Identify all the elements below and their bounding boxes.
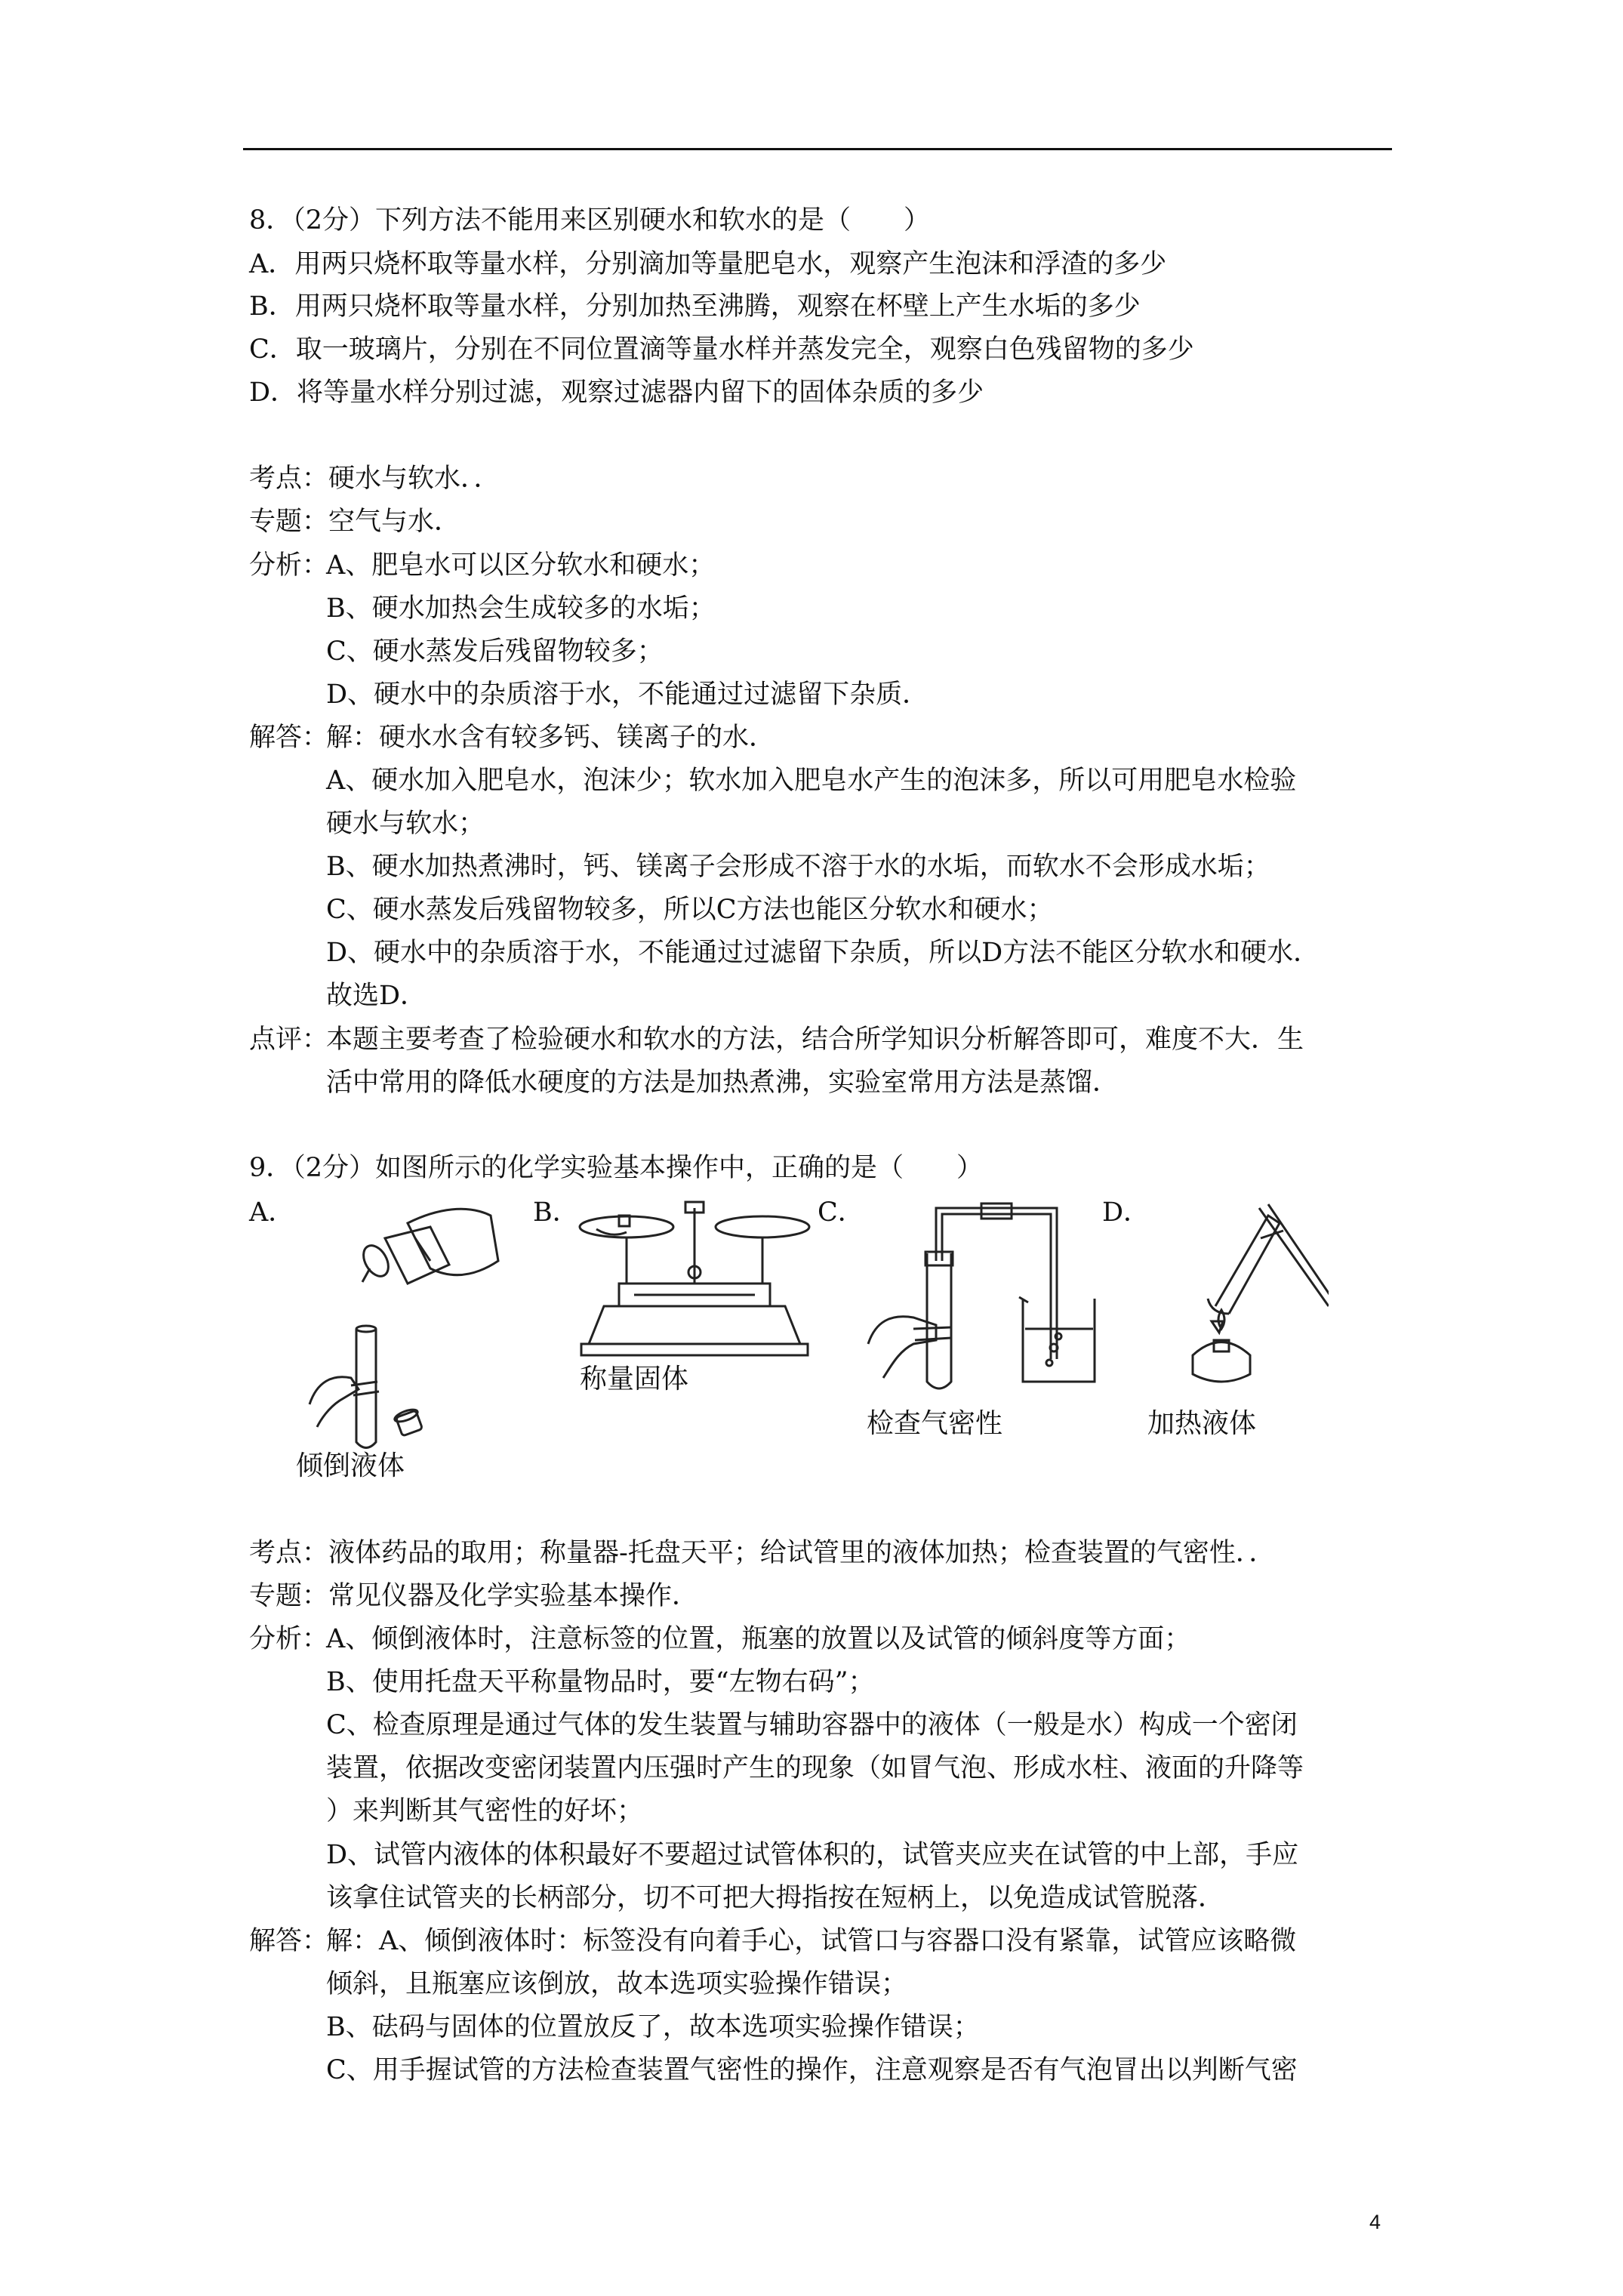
q9-fenxi-line: C、检查原理是通过气体的发生装置与辅助容器中的液体（一般是水）构成一个密闭 xyxy=(326,1710,1298,1740)
q8-option-a: A．用两只烧杯取等量水样，分别滴加等量肥皂水，观察产生泡沫和浮渣的多少 xyxy=(249,249,1167,279)
q9-jieda-label: 解答： xyxy=(249,1926,329,1956)
q8-jieda-line: C、硬水蒸发后残留物较多，所以C方法也能区分软水和硬水； xyxy=(326,895,1054,925)
q8-dianping-line: 活中常用的降低水硬度的方法是加热煮沸，实验室常用方法是蒸馏． xyxy=(326,1068,1119,1098)
q8-fenxi-label: 分析： xyxy=(249,550,329,581)
airtightness-check-illustration xyxy=(861,1193,1102,1397)
q9-fenxi-label: 分析： xyxy=(249,1624,329,1654)
figure-a-letter: A． xyxy=(249,1197,295,1228)
q9-jieda-line: C、用手握试管的方法检查装置气密性的操作，注意观察是否有气泡冒出以判断气密 xyxy=(326,2055,1298,2085)
pouring-liquid-illustration xyxy=(287,1193,513,1450)
q8-kaodian: 考点：硬水与软水．． xyxy=(249,464,500,494)
page-number: 4 xyxy=(1369,2211,1381,2233)
q8-dianping-label: 点评： xyxy=(249,1025,329,1055)
q8-fenxi-line: D、硬水中的杂质溶于水，不能通过过滤留下杂质． xyxy=(326,680,929,710)
q8-option-d: D．将等量水样分别过滤，观察过滤器内留下的固体杂质的多少 xyxy=(249,378,984,408)
q9-stem: 9．（2分）如图所示的化学实验基本操作中，正确的是（ ） xyxy=(249,1153,984,1183)
q8-fenxi-line: C、硬水蒸发后残留物较多； xyxy=(326,636,664,667)
figure-c-caption: 检查气密性 xyxy=(867,1408,1003,1439)
q8-jieda-first: 解：硬水水含有较多钙、镁离子的水． xyxy=(326,723,776,753)
q9-kaodian: 考点：液体药品的取用；称量器-托盘天平；给试管里的液体加热；检查装置的气密性．． xyxy=(249,1538,1276,1568)
q9-fenxi-line: 装置，依据改变密闭装置内压强时产生的现象（如冒气泡、形成水柱、液面的升降等 xyxy=(326,1753,1304,1783)
q8-dianping-line: 本题主要考查了检验硬水和软水的方法，结合所学知识分析解答即可，难度不大．生 xyxy=(326,1025,1304,1055)
figure-b-caption: 称量固体 xyxy=(580,1364,689,1395)
q8-stem: 8．（2分）下列方法不能用来区别硬水和软水的是（ ） xyxy=(249,205,931,236)
q9-fenxi-line: B、使用托盘天平称量物品时，要“左物右码”； xyxy=(326,1667,875,1697)
q8-jieda-line: B、硬水加热煮沸时，钙、镁离子会形成不溶于水的水垢，而软水不会形成水垢； xyxy=(326,852,1270,882)
q8-fenxi-line: A、肥皂水可以区分软水和硬水； xyxy=(326,550,716,581)
q9-fenxi-line: D、试管内液体的体积最好不要超过试管体积的，试管夹应夹在试管的中上部，手应 xyxy=(326,1840,1299,1870)
q8-jieda-line: 硬水与软水； xyxy=(326,809,485,839)
q9-fenxi-line: 该拿住试管夹的长柄部分，切不可把大拇指按在短柄上，以免造成试管脱落． xyxy=(326,1883,1225,1913)
heating-liquid-illustration xyxy=(1147,1193,1329,1397)
q9-jieda-first: 解：A、倾倒液体时：标签没有向着手心，试管口与容器口没有紧靠，试管应该略微 xyxy=(326,1926,1297,1956)
figure-c-letter: C． xyxy=(818,1197,864,1228)
q8-zhuanti: 专题：空气与水． xyxy=(249,507,461,537)
q9-fenxi-line: ）来判断其气密性的好坏； xyxy=(326,1796,644,1826)
q9-fenxi-line: A、倾倒液体时，注意标签的位置，瓶塞的放置以及试管的倾斜度等方面； xyxy=(326,1624,1191,1654)
figure-b-letter: B． xyxy=(533,1197,579,1228)
q8-option-b: B．用两只烧杯取等量水样，分别加热至沸腾，观察在杯壁上产生水垢的多少 xyxy=(249,291,1141,322)
figure-d-letter: D． xyxy=(1102,1197,1150,1228)
q9-zhuanti: 专题：常见仪器及化学实验基本操作． xyxy=(249,1581,699,1611)
figure-d-caption: 加热液体 xyxy=(1147,1408,1257,1439)
q8-jieda-label: 解答： xyxy=(249,723,329,753)
q8-fenxi-line: B、硬水加热会生成较多的水垢； xyxy=(326,593,716,624)
balance-illustration xyxy=(574,1193,815,1367)
header-rule xyxy=(243,148,1392,150)
figure-a-caption: 倾倒液体 xyxy=(296,1450,405,1481)
q8-option-c: C．取一玻璃片，分别在不同位置滴等量水样并蒸发完全，观察白色残留物的多少 xyxy=(249,334,1194,365)
q8-jieda-line: 故选D． xyxy=(326,981,427,1011)
q8-jieda-line: D、硬水中的杂质溶于水，不能通过过滤留下杂质，所以D方法不能区分软水和硬水． xyxy=(326,938,1320,968)
q9-jieda-line: B、砝码与固体的位置放反了，故本选项实验操作错误； xyxy=(326,2012,980,2042)
q8-jieda-line: A、硬水加入肥皂水，泡沫少；软水加入肥皂水产生的泡沫多，所以可用肥皂水检验 xyxy=(326,766,1297,796)
q9-jieda-line: 倾斜，且瓶塞应该倒放，故本选项实验操作错误； xyxy=(326,1969,908,1999)
